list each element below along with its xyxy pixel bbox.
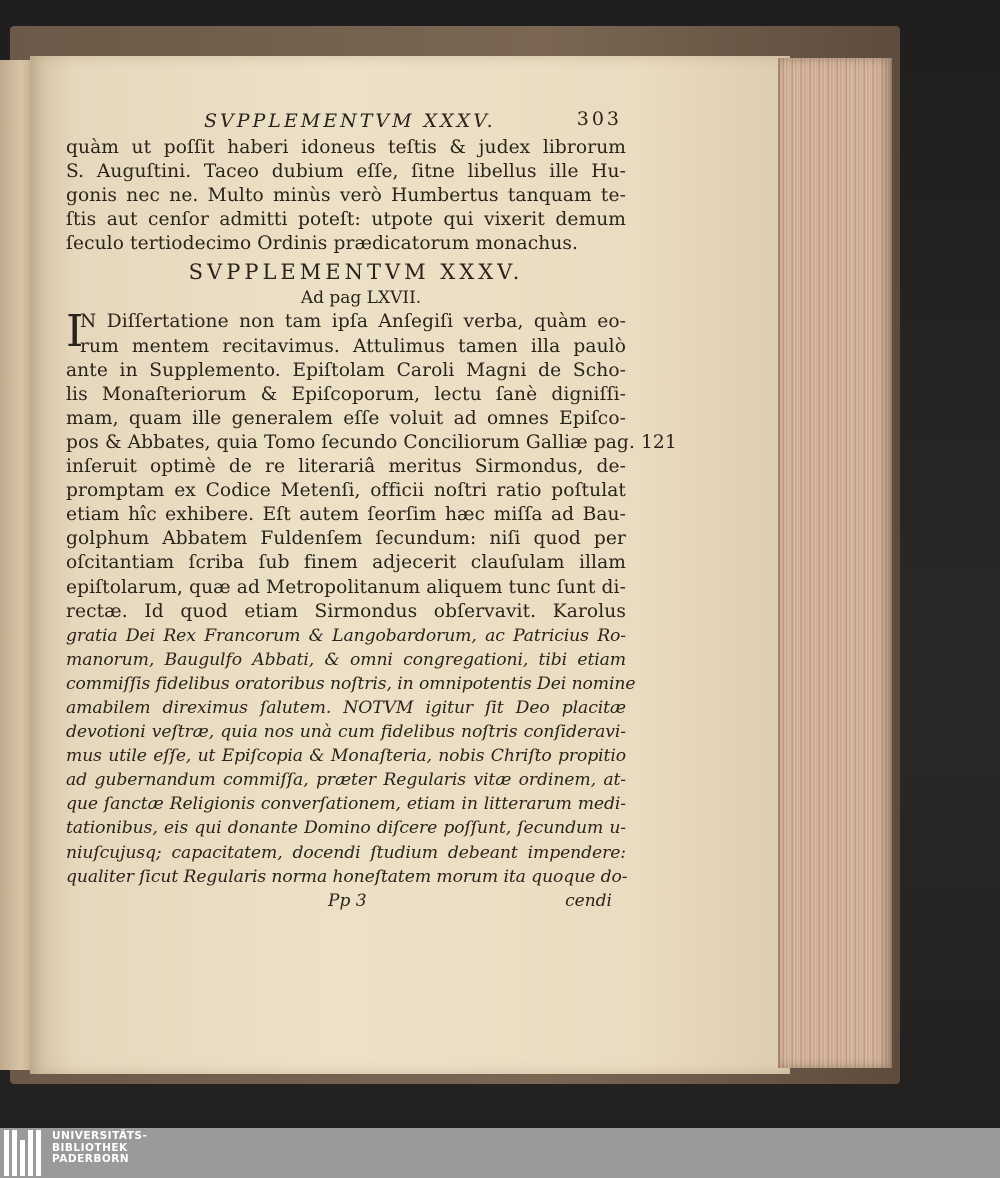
text-line: ſtis aut cenſor admitti poteſt: utpote qui vixerit demum [66,209,626,231]
text-line: ſeculo tertiodecimo Ordinis prædicatorum monachus. [66,233,579,255]
italic-text-line: tationibus, eis qui donante Domino diſcere poſſunt, ſecundum u- [66,818,626,839]
logo-line-3: PADERBORN [52,1153,130,1165]
text-line: mam, quam ille generalem eſſe voluit ad omnes Epiſco- [66,407,626,429]
text-line: lis Monaſteriorum & Epiſcoporum, lectu ſanè digniſſi- [66,383,626,405]
signature-mark: Pp 3 [328,890,367,911]
text-line: gonis nec ne. Multo minùs verò Humbertus tanquam te- [66,185,626,207]
text-line: inſeruit optimè de re literariâ meritus Sirmondus, de- [66,456,626,478]
italic-text-line: manorum, Baugulfo Abbati, & omni congregationi, tibi etiam [66,649,626,670]
text-line: quàm ut poſſit haberi idoneus teſtis & judex librorum [66,137,626,158]
italic-text-line: ad gubernandum commiſſa, præter Regularis vitæ ordinem, at- [66,770,626,791]
page-number: 303 [576,108,622,130]
section-subtitle: Ad pag LXVII. [300,288,422,309]
text-line: rectæ. Id quod etiam Sirmondus obſervavit. Karolus [66,600,626,622]
italic-text-line: mus utile eſſe, ut Epiſcopia & Monaſteria, nobis Chriſto propitio [66,746,626,767]
italic-text-line: amabilem direximus ſalutem. NOTVM igitur ſit Deo placitæ [66,697,626,718]
library-logo-text [52,1131,147,1166]
logo-line-2: BIBLIOTHEK [52,1141,128,1154]
logo-line-1: UNIVERSITÄTS- [52,1130,148,1142]
italic-text-line: commiſſis fidelibus oratoribus noſtris, in omnipotentis Dei nomine [66,673,636,694]
text-line: oſcitantiam ſcriba ſub finem adjecerit clauſulam illam [66,552,626,574]
text-line: etiam hîc exhibere. Eſt autem ſeorſim hæc miſſa ad Bau- [66,504,626,526]
running-head-title: SVPPLEMENTVM XXXV. [204,110,496,132]
left-page-edge [0,60,30,1070]
page-text [66,108,677,917]
italic-text-line: niuſcujusq; capacitatem, docendi ſtudium debeant impendere: [66,842,626,863]
text-line: pos & Abbates, quia Tomo ſecundo Conciliorum Galliæ pag. 121 [66,431,677,453]
text-line: promptam ex Codice Metenſi, officii noſtri ratio poſtulat [66,480,626,502]
page-fore-edge [778,58,892,1068]
section-title: SVPPLEMENTVM XXXV. [188,260,524,285]
italic-text-line: qualiter ſicut Regularis norma honeſtatem morum ita quoque do- [66,866,628,887]
library-banner [0,1128,1000,1178]
page-footer [66,891,626,917]
italic-text-line: que ſanctæ Religionis converſationem, etiam in litterarum medi- [66,794,626,815]
library-logo-icon [2,1130,46,1176]
italic-text-line: devotioni veſtræ, quia nos unà cum fidelibus noſtris conſideravi- [66,722,626,743]
first-line-text: N Diſſertatione non tam ipſa Anſegiſi verba, quàm eo- [80,311,626,333]
italic-text-line: gratia Dei Rex Francorum & Langobardorum, ac Patricius Ro- [66,625,626,646]
text-line: epiſtolarum, quæ ad Metropolitanum aliquem tunc ſunt di- [66,576,626,598]
text-line: S. Auguſtini. Taceo dubium eſſe, ſitne libellus ille Hu- [66,161,626,183]
catchword: cendi [565,890,612,911]
drop-cap: I [66,306,84,358]
text-line: rum mentem recitavimus. Attulimus tamen illa paulò [80,335,626,357]
text-line: golphum Abbatem Fuldenſem ſecundum: niſi quod per [66,528,626,550]
running-head [66,110,626,136]
text-line: ante in Supplemento. Epiſtolam Caroli Magni de Scho- [66,359,626,381]
